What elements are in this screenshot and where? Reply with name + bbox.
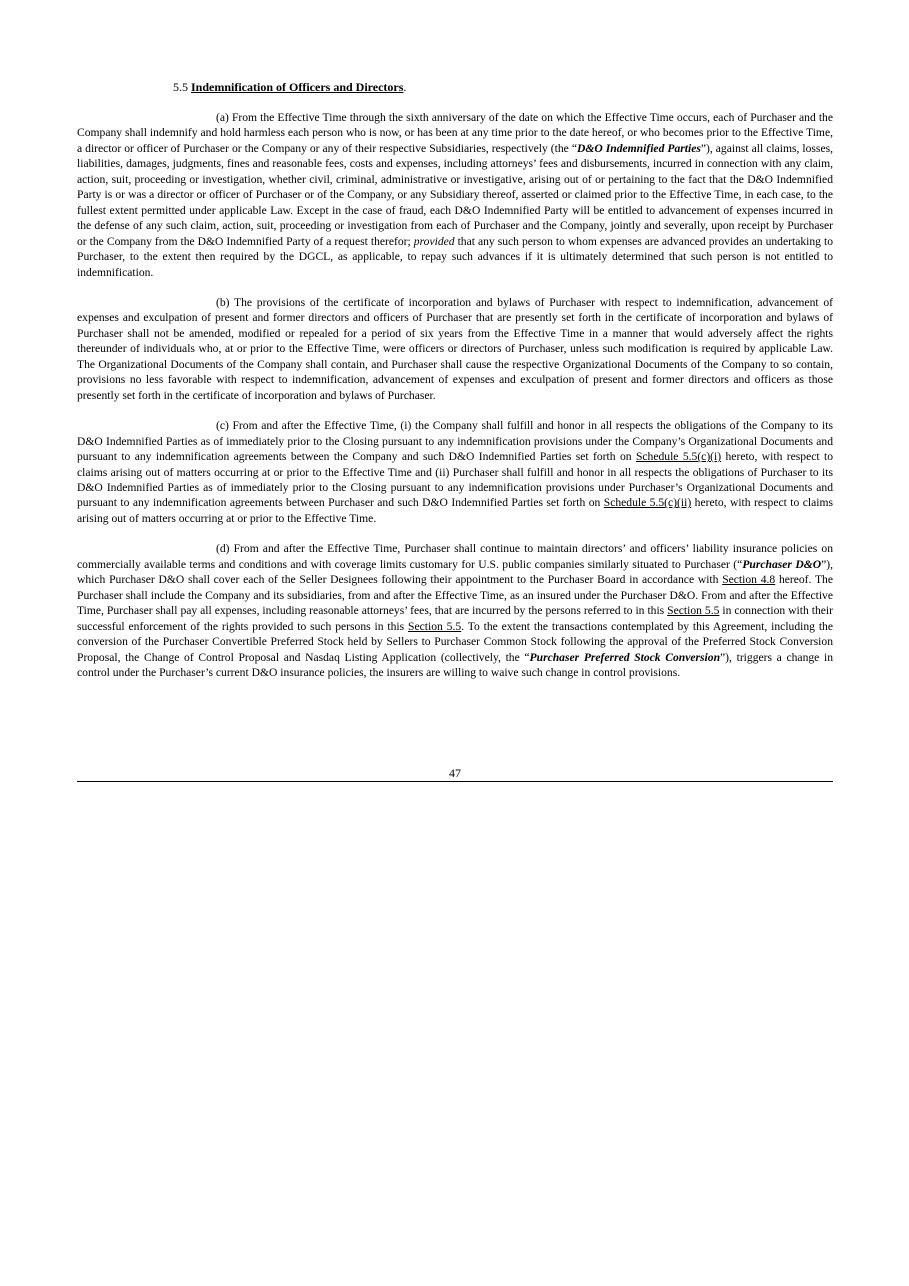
defined-term-purchaser-do: Purchaser D&O bbox=[742, 557, 822, 571]
paragraph-d bbox=[77, 541, 833, 680]
schedule-5-5-c-ii-link[interactable]: Schedule 5.5(c)(ii) bbox=[603, 496, 692, 510]
document-page bbox=[77, 80, 833, 695]
paragraph-a bbox=[77, 110, 833, 280]
section-heading bbox=[173, 80, 833, 95]
paragraph-c-text-3: hereto, with respect to claims arising out of matters occurring at or prior to the Effective Time. bbox=[77, 496, 833, 525]
section-title-period: . bbox=[403, 80, 407, 94]
paragraph-d-text-3: hereof. The Purchaser shall include the Company and its subsidiaries, from and after the Effective Time, as an insured under the Purchaser D&O. From and after the Effective Time, Purchaser shall pay all expenses, including reasonable attorneys’ fees, that are incurred by the persons referred to in this bbox=[77, 573, 833, 618]
schedule-5-5-c-i-link[interactable]: Schedule 5.5(c)(i) bbox=[635, 450, 722, 464]
section-title: Indemnification of Officers and Directors bbox=[191, 80, 404, 94]
paragraph-d-text-2: ”), which Purchaser D&O shall cover each of the Seller Designees following their appointment to the Purchaser Board in accordance with bbox=[77, 557, 833, 587]
defined-term-do-indemnified-parties: D&O Indemnified Parties bbox=[576, 141, 701, 155]
section-number: 5.5 bbox=[173, 80, 188, 94]
paragraph-d-text-6: ”), triggers a change in control under the Purchaser’s current D&O insurance policies, the insurers are willing to waive such change in control provisions. bbox=[77, 650, 833, 679]
paragraph-d-text-4: in connection with their successful enforcement of the rights provided to such persons in this bbox=[77, 604, 833, 633]
page-number: 47 bbox=[449, 766, 461, 780]
paragraph-b: (b) The provisions of the certificate of incorporation and bylaws of Purchaser with respect to indemnification, advancement of expenses and exculpation of present and former directors and officers of Purchaser that are presently set forth in the certificate of incorporation and bylaws of Purchaser shall not be amended, modified or repealed for a period of six years from the Effective Time in a manner that would adversely affect the rights thereunder of individuals who, at or prior to the Effective Time, were officers or directors of Purchaser, unless such modification is required by applicable Law. The Organizational Documents of the Company shall contain, and Purchaser shall cause the respective Organizational Documents of the Company to so contain, provisions no less favorable with respect to indemnification, advancement of expenses and exculpation of present and former directors and officers as those presently set forth in the certificate of incorporation and bylaws of Purchaser. bbox=[77, 295, 833, 402]
paragraph-c-text-1: (c) From and after the Effective Time, (i) the Company shall fulfill and honor in all respects the obligations of the Company to its D&O Indemnified Parties as of immediately prior to the Closing pursuant to any indemnification provisions under the Company’s Organizational Documents and pursuant to any indemnification agreements between the Company and such D&O Indemnified Parties set forth on bbox=[77, 419, 833, 464]
section-5-5-link[interactable]: Section 5.5 bbox=[667, 604, 720, 618]
paragraph-a-text-3: that any such person to whom expenses are advanced provides an undertaking to Purchaser, to the extent then required by the DGCL, as applicable, to repay such advances if it is ultimately determined that such person is not entitled to indemnification. bbox=[77, 234, 833, 279]
paragraph-c-text-2: hereto, with respect to claims arising out of matters occurring at or prior to the Effective Time and (ii) Purchaser shall fulfill and honor in all respects the obligations of Purchaser to its D&O Indemnified Parties as of immediately prior to the Closing pursuant to any indemnification provisions under Purchaser’s Organizational Documents and pursuant to any indemnification agreements between Purchaser and such D&O Indemnified Parties set forth on bbox=[77, 450, 833, 510]
defined-term-preferred-stock-conversion: Purchaser Preferred Stock Conversion bbox=[529, 650, 721, 664]
paragraph-a-text-1: (a) From the Effective Time through the sixth anniversary of the date on which the Effective Time occurs, each of Purchaser and the Company shall indemnify and hold harmless each person who is now, or has been at any time prior to the date hereof, or who becomes prior to the Effective Time, a director or officer of Purchaser or the Company or any of their respective Subsidiaries, respectively (the “ bbox=[77, 111, 833, 155]
provided-term: provided bbox=[413, 234, 455, 248]
paragraph-d-text-1: (d) From and after the Effective Time, Purchaser shall continue to maintain directors’ and officers’ liability insurance policies on commercially available terms and conditions and with coverage limits customary for U.S. public companies similarly situated to Purchaser (“ bbox=[77, 542, 833, 571]
paragraph-a-text-2: ”), against all claims, losses, liabilities, damages, judgments, fines and reasonable fees, costs and expenses, including attorneys’ fees and disbursements, incurred in connection with any claim, action, suit, proceeding or investigation, whether civil, criminal, administrative or investigative, arising out of or pertaining to the fact that the D&O Indemnified Party is or was a director or officer of Purchaser or of the Company, or any Subsidiary thereof, asserted or claimed prior to the Effective Time, in each case, to the fullest extent permitted under applicable Law. Except in the case of fraud, each D&O Indemnified Party will be entitled to advancement of expenses incurred in the defense of any such claim, action, suit, proceeding or investigation from each of Purchaser and the Company, jointly and severally, upon receipt by Purchaser or the Company from the D&O Indemnified Party of a request therefor; bbox=[77, 141, 833, 248]
paragraph-c bbox=[77, 418, 833, 526]
section-5-5-link-2[interactable]: Section 5.5 bbox=[408, 619, 462, 633]
paragraph-d-text-5: . To the extent the transactions contemplated by this Agreement, including the conversion of the Purchaser Convertible Preferred Stock held by Sellers to Purchaser Common Stock following the approval of the Preferred Stock Conversion Proposal, the Change of Control Proposal and Nasdaq Listing Application (collectively, the “ bbox=[77, 619, 833, 664]
footer-divider bbox=[77, 781, 833, 782]
section-4-8-link[interactable]: Section 4.8 bbox=[722, 573, 776, 587]
